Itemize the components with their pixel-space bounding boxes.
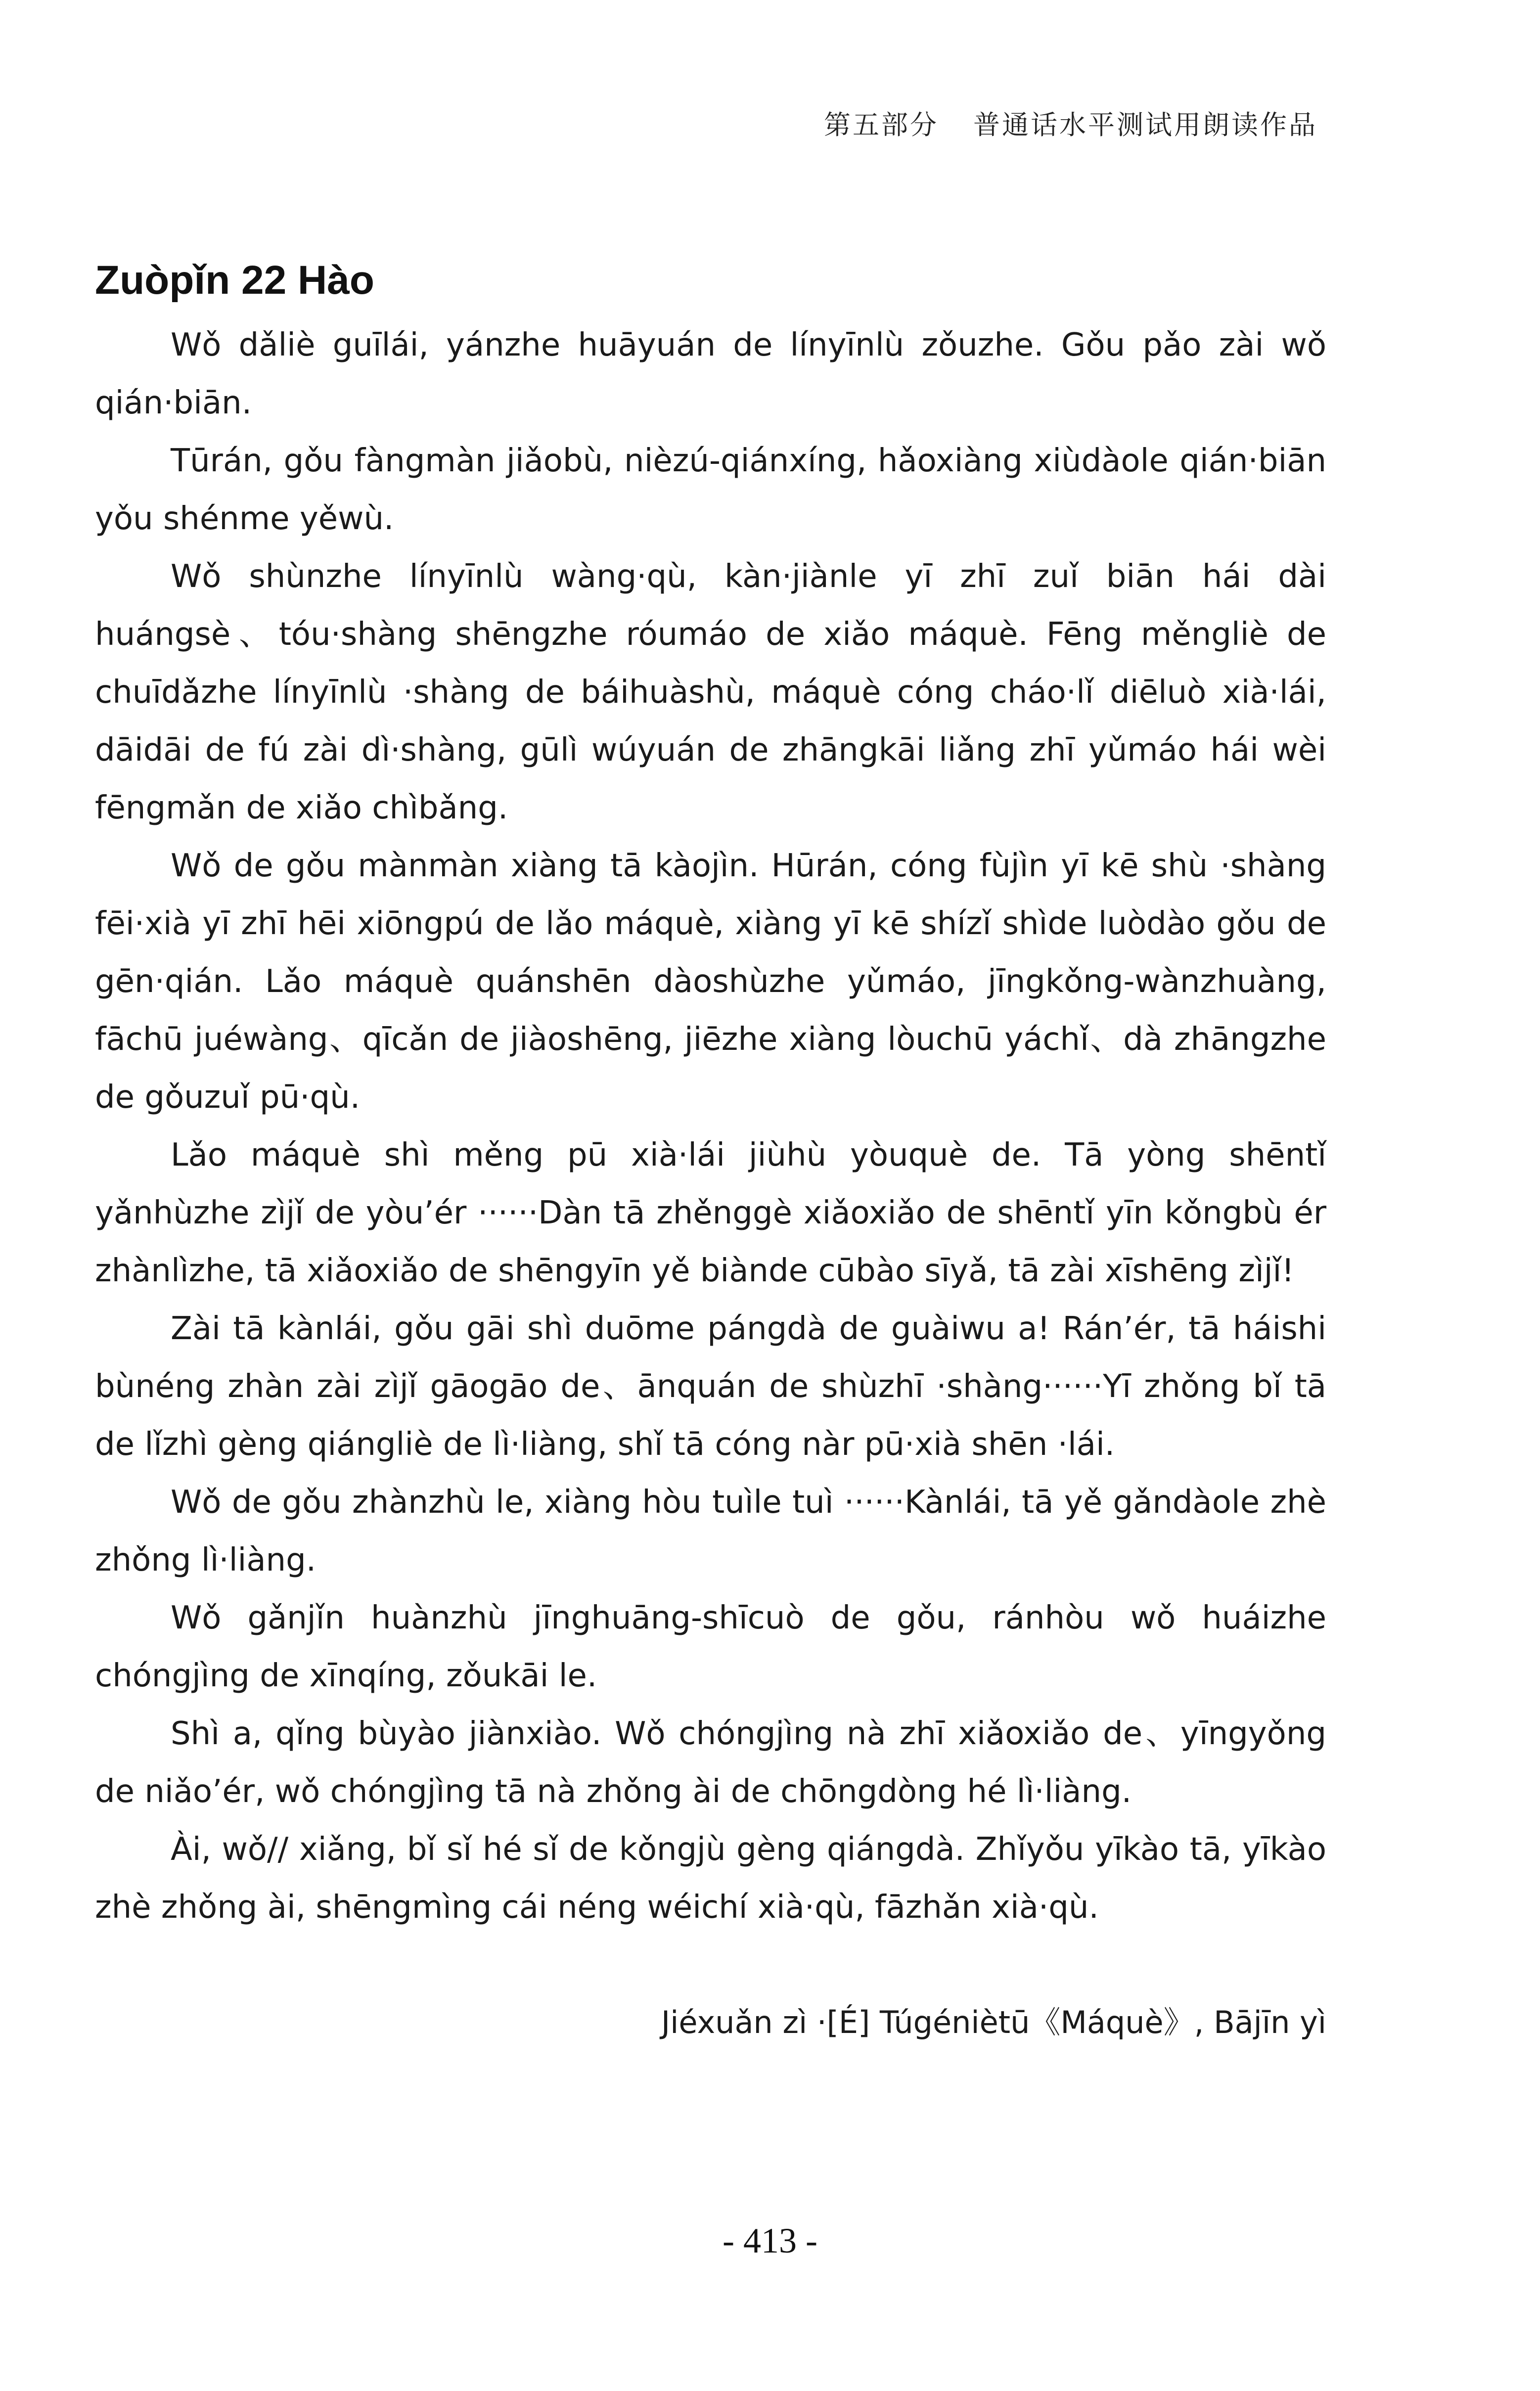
running-header [824, 104, 1317, 142]
page-number: - 413 - [723, 2221, 817, 2260]
paragraph: Wǒ shùnzhe línyīnlù wàng·qù, kàn·jiànle yī zhī zuǐ biān hái dài huángsè、tóu·shàng shēngzhe róumáo de xiǎo máquè. Fēng měngliè de chuīdǎzhe línyīnlù ·shàng de báihuàshù, máquè cóng cháo·lǐ diēluò xià·lái, dāidāi de fú zài dì·shàng, gūlì wúyuán de zhāngkāi liǎng zhī yǔmáo hái wèi fēngmǎn de xiǎo chìbǎng. [95, 558, 1326, 826]
paragraph: Zài tā kànlái, gǒu gāi shì duōme pángdà de guàiwu a! Rán’ér, tā háishi bùnéng zhàn zài zìjǐ gāogāo de、ānquán de shùzhī ·shàng······Yī zhǒng bǐ tā de lǐzhì gèng qiángliè de lì·liàng, shǐ tā cóng nàr pū·xià shēn ·lái. [95, 1310, 1326, 1463]
header-section: 第五部分 [824, 109, 939, 140]
paragraph: Wǒ dǎliè guīlái, yánzhe huāyuán de línyīnlù zǒuzhe. Gǒu pǎo zài wǒ qián·biān. [95, 327, 1326, 421]
paragraph: Wǒ gǎnjǐn huànzhù jīnghuāng-shīcuò de gǒu, ránhòu wǒ huáizhe chóngjìng de xīnqíng, zǒukāi le. [95, 1600, 1326, 1694]
paragraph: Shì a, qǐng bùyào jiànxiào. Wǒ chóngjìng nà zhī xiǎoxiǎo de、yīngyǒng de niǎo’ér, wǒ chóngjìng tā nà zhǒng ài de chōngdòng hé lì·liàng. [95, 1715, 1326, 1810]
header-book-title: 普通话水平测试用朗读作品 [973, 109, 1317, 140]
paragraph: Tūrán, gǒu fàngmàn jiǎobù, nièzú-qiánxíng, hǎoxiàng xiùdàole qián·biān yǒu shénme yěwù. [95, 443, 1326, 537]
reading-passage [95, 316, 1326, 1937]
source-attribution: Jiéxuǎn zì ·[É] Túgéniètū《Máquè》, Bājīn yì [661, 2004, 1326, 2040]
paragraph: Wǒ de gǒu mànmàn xiàng tā kàojìn. Hūrán, cóng fùjìn yī kē shù ·shàng fēi·xià yī zhī hēi xiōngpú de lǎo máquè, xiàng yī kē shízǐ shìde luòdào gǒu de gēn·qián. Lǎo máquè quánshēn dàoshùzhe yǔmáo, jīngkǒng-wànzhuàng, fāchū juéwàng、qīcǎn de jiàoshēng, jiēzhe xiàng lòuchū yáchǐ、dà zhāngzhe de gǒuzuǐ pū·qù. [95, 848, 1326, 1116]
work-title: Zuòpǐn 22 Hào [95, 258, 374, 303]
paragraph: Ài, wǒ// xiǎng, bǐ sǐ hé sǐ de kǒngjù gèng qiángdà. Zhǐyǒu yīkào tā, yīkào zhè zhǒng ài, shēngmìng cái néng wéichí xià·qù, fāzhǎn xià·qù. [95, 1831, 1326, 1926]
paragraph: Lǎo máquè shì měng pū xià·lái jiùhù yòuquè de. Tā yòng shēntǐ yǎnhùzhe zìjǐ de yòu’ér ······Dàn tā zhěnggè xiǎoxiǎo de shēntǐ yīn kǒngbù ér zhànlìzhe, tā xiǎoxiǎo de shēngyīn yě biànde cūbào sīyǎ, tā zài xīshēng zìjǐ! [95, 1137, 1326, 1289]
paragraph: Wǒ de gǒu zhànzhù le, xiàng hòu tuìle tuì ······Kànlái, tā yě gǎndàole zhè zhǒng lì·liàng. [95, 1484, 1326, 1579]
